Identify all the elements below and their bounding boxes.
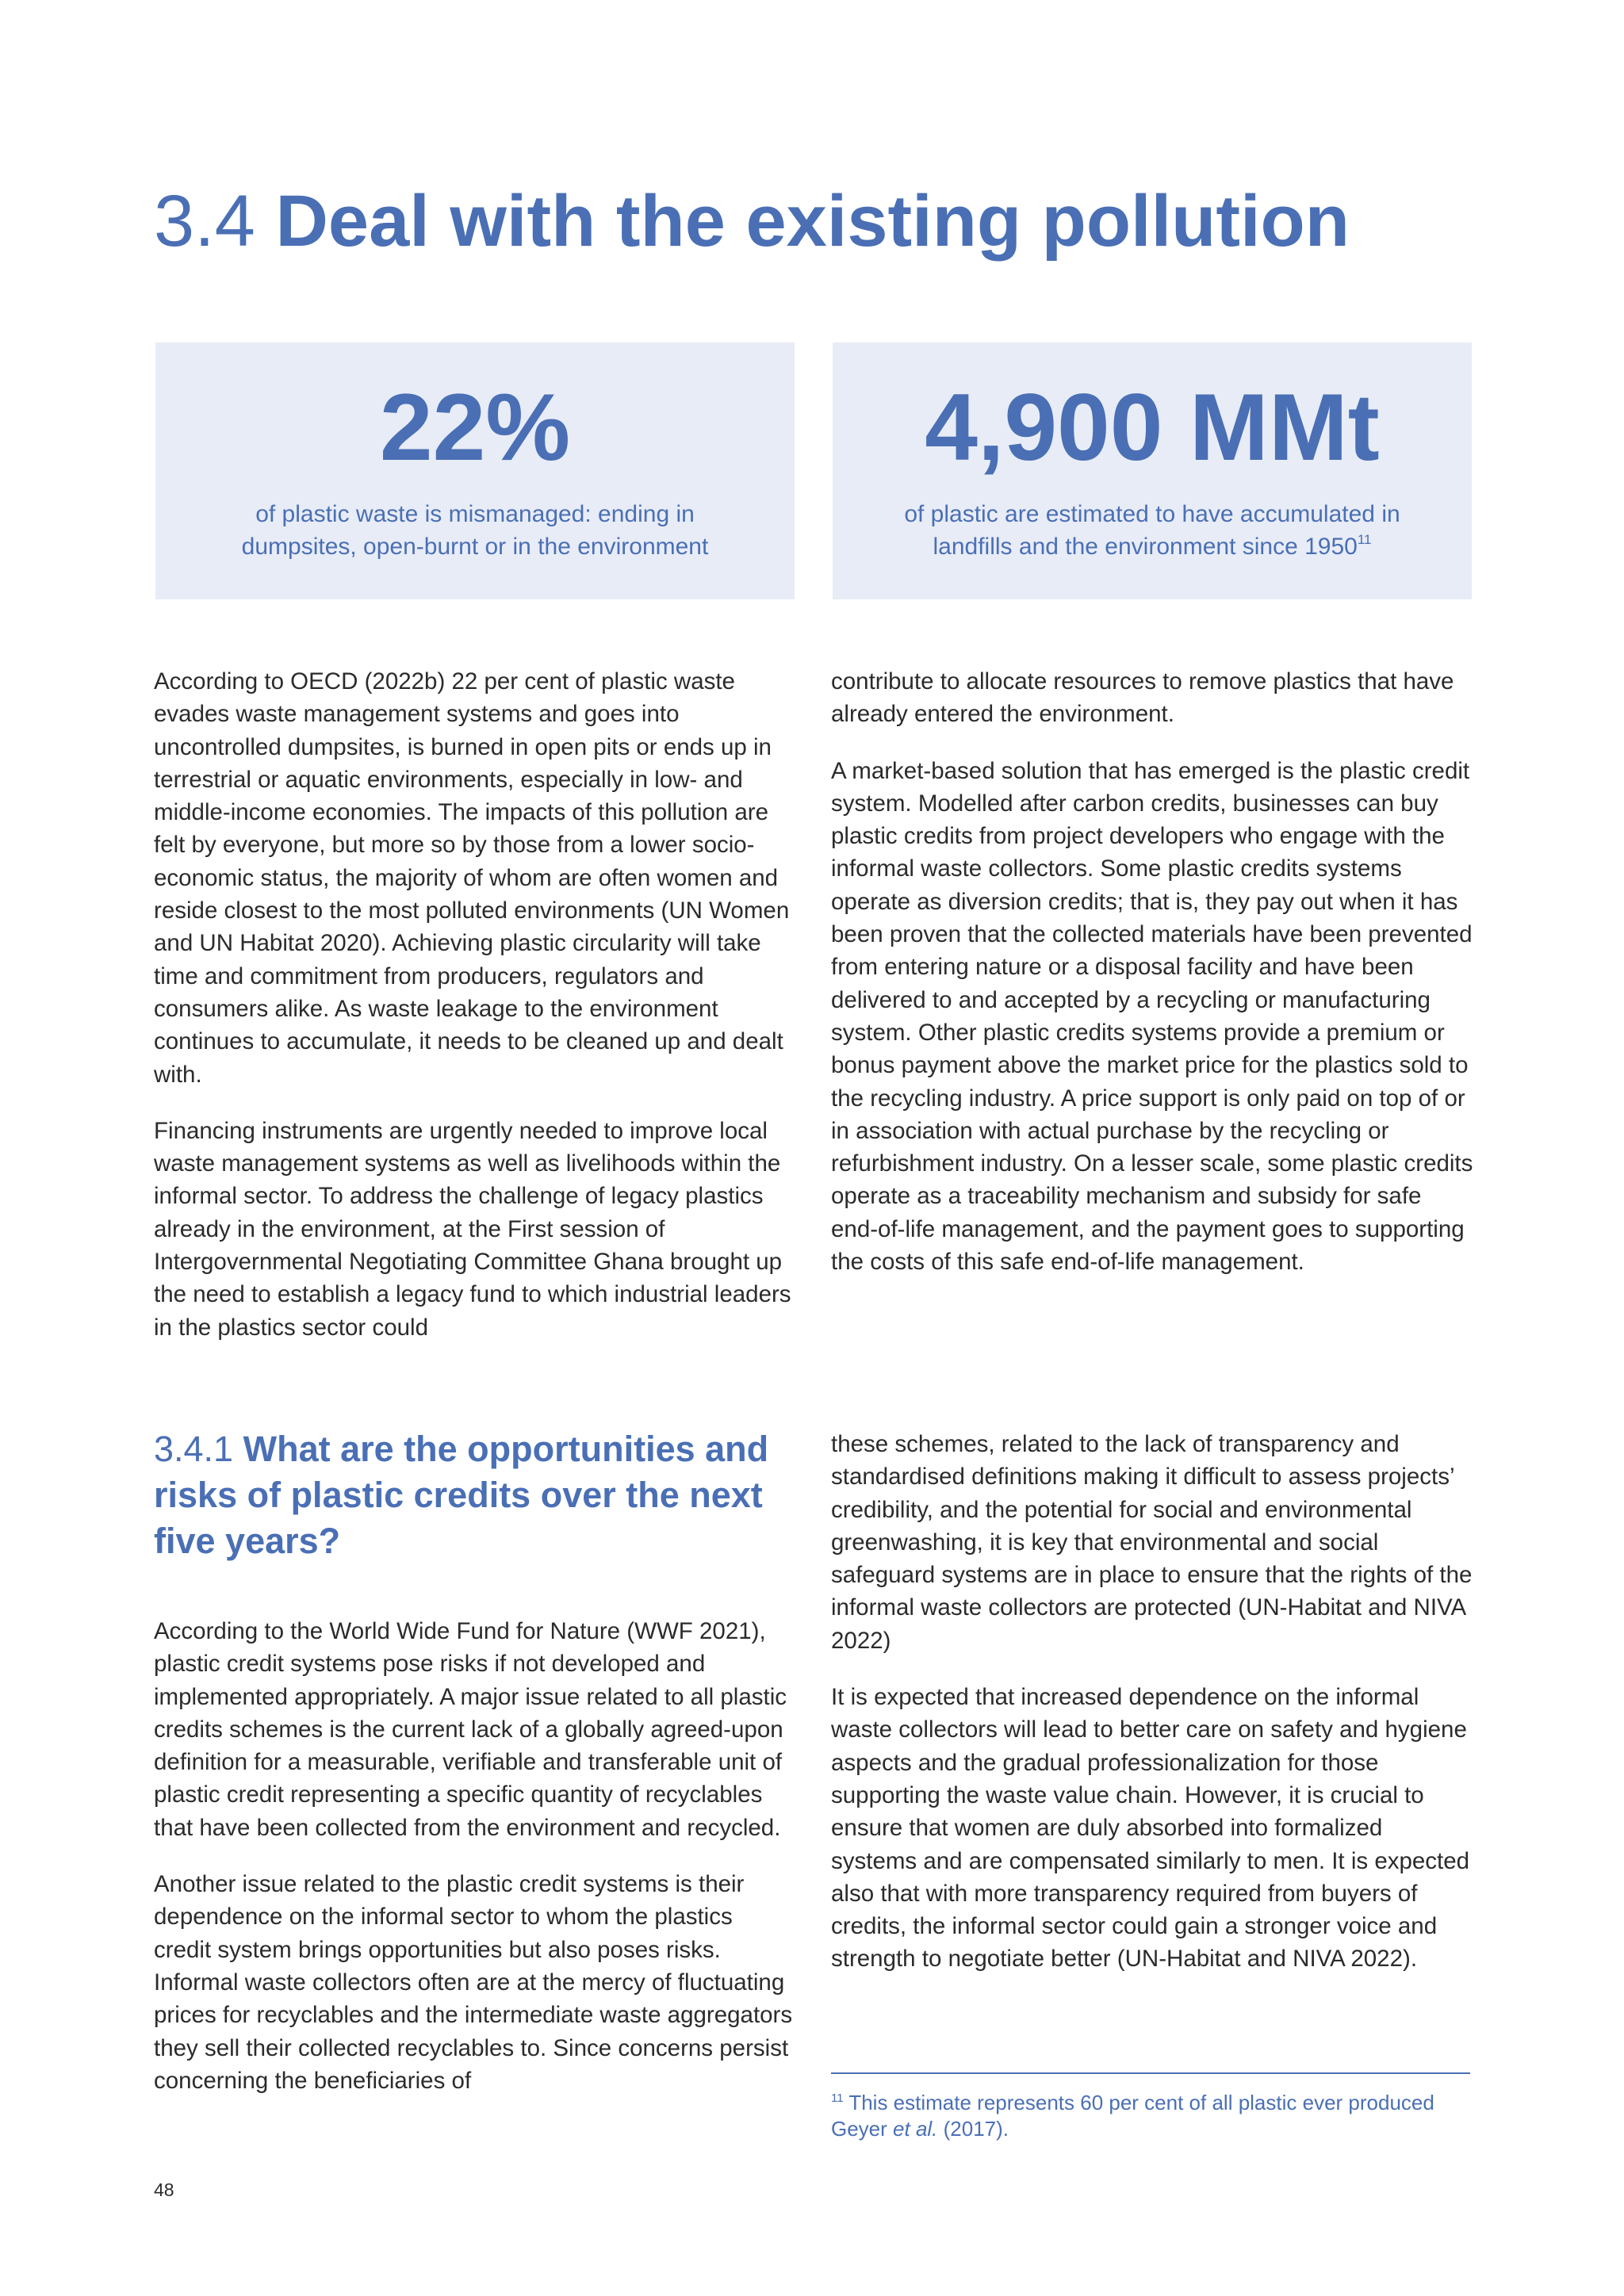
page-title: [154, 178, 1350, 265]
footnote-ref: 11: [1357, 532, 1372, 547]
subsection-column-right: [831, 1428, 1473, 1976]
paragraph: Another issue related to the plastic credit systems is their dependence on the informal sector to whom the plastics credit system brings opportunities but also poses risks. Informal waste collectors often are at the mercy of fluctuating prices for recyclables and the intermediate waste aggregators they sell their collected recyclables to. Since concerns persist concerning the beneficiaries of: [154, 1871, 793, 2094]
paragraph: According to OECD (2022b) 22 per cent of plastic waste evades waste management systems and goes into uncontrolled dumpsites, is burned in open pits or ends up in terrestrial or aquatic environments, especially in low- and middle-income economies. The impacts of this pollution are felt by everyone, but more so by those from a lower socio-economic status, the majority of whom are often women and reside closest to the most polluted environments (UN Women and UN Habitat 2020). Achieving plastic circularity will take time and commitment from producers, regulators and consumers alike. As waste leakage to the environment continues to accumulate, it needs to be cleaned up and dealt with.: [154, 668, 790, 1088]
page-number: 48: [154, 2179, 174, 2200]
paragraph: these schemes, related to the lack of transparency and standardised definitions making it difficult to assess projects’ credibility, and the potential for social and environmental greenwashing, it is key that environmental and social safeguard systems are in place to ensure that the rights of the informal waste collectors are protected (UN-Habitat and NIVA 2022): [831, 1431, 1473, 1654]
paragraph: It is expected that increased dependence on the informal waste collectors will lead to better care on safety and hygiene aspects and the gradual professionalization for those supporting the waste value chain. However, it is crucial to ensure that women are duly absorbed into formalized systems and are compensated similarly to men. It is expected also that with more transparency required from buyers of credits, the informal sector could gain a stronger voice and strength to negotiate better (UN-Habitat and NIVA 2022).: [831, 1684, 1470, 1973]
stat-value: 22%: [379, 374, 571, 480]
footnote-divider: [831, 2072, 1470, 2074]
paragraph: According to the World Wide Fund for Nature (WWF 2021), plastic credit systems pose risks if not developed and implemented appropriately. A major issue related to all plastic credits schemes is the current lack of a globally agreed-upon definition for a measurable, verifiable and transferable unit of plastic credit representing a specific quantity of recyclables that have been collected from the environment and recycled.: [154, 1618, 787, 1841]
paragraph: Financing instruments are urgently needed to improve local waste management systems as well as livelihoods within the informal sector. To address the challenge of legacy plastics already in the environment, at the First session of Intergovernmental Negotiating Committee Ghana brought up the need to establish a legacy fund to which industrial leaders in the plastics sector could: [154, 1117, 791, 1341]
subsection-column-left: [154, 1615, 796, 2097]
stat-caption: of plastic waste is mismanaged: ending in dumpsites, open-burnt or in the environment: [241, 501, 709, 560]
stat-value: 4,900 MMt: [925, 374, 1380, 480]
stat-box-accumulated: [833, 342, 1472, 599]
subsection-title: [154, 1426, 804, 1564]
stat-caption: of plastic are estimated to have accumulated in landfills and the environment since 1950$^{11}$: [904, 501, 1400, 560]
section-number: 3.4: [154, 181, 255, 262]
subsection-number: 3.4.1: [154, 1429, 234, 1469]
footnote: $^{11}$ This estimate represents 60 per cent of all plastic ever produced Geyer et al. (2017).: [831, 2091, 1434, 2141]
paragraph: contribute to allocate resources to remove plastics that have already entered the environment.: [831, 668, 1454, 728]
body-column-left: [154, 665, 796, 1344]
stat-box-mismanaged: [155, 342, 795, 599]
subsection-title-text: What are the opportunities and risks of plastic credits over the next five years?: [154, 1429, 769, 1561]
body-column-right: [831, 665, 1473, 1278]
paragraph: A market-based solution that has emerged is the plastic credit system. Modelled after carbon credits, businesses can buy plastic credits from project developers who engage with the informal waste collectors. Some plastic credits systems operate as diversion credits; that is, they pay out when it has been proven that the collected materials have been prevented from entering nature or a disposal facility and have been delivered to and accepted by a recycling or manufacturing system. Other plastic credits systems provide a premium or bonus payment above the market price for the plastics sold to the recycling industry. A price support is only paid on top of or in association with actual purchase by the recycling or refurbishment industry. On a lesser scale, some plastic credits operate as a traceability mechanism and subsidy for safe end-of-life management, and the payment goes to supporting the costs of this safe end-of-life management.: [831, 757, 1473, 1276]
section-title: Deal with the existing pollution: [275, 181, 1350, 262]
footnote-marker: 11: [831, 2091, 844, 2105]
